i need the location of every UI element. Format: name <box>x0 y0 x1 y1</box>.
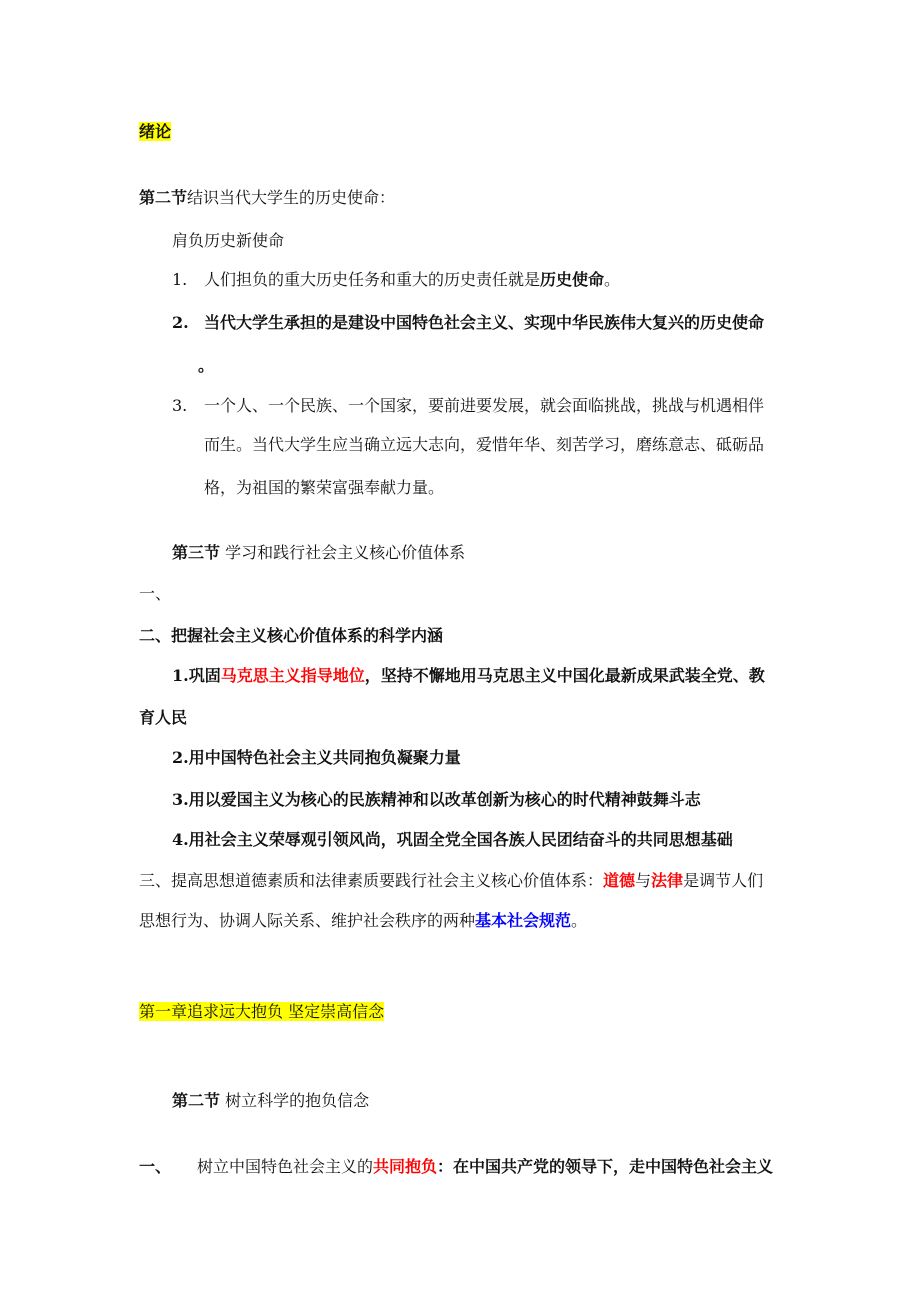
point-text: 树立中国特色社会主义的 <box>197 1157 374 1176</box>
list-item-text-end: 。 <box>604 270 621 289</box>
chapter1-point1 <box>139 1155 773 1179</box>
section-title: 结识当代大学生的历史使命： <box>187 188 396 207</box>
intro-subheading: 肩负历史新使命 <box>172 231 285 250</box>
section-title: 树立科学的抱负信念 <box>225 1091 370 1110</box>
intro-heading <box>139 120 171 144</box>
point3-text-rest: 是调节人们 <box>683 871 764 890</box>
chapter1-section2-heading <box>172 1089 369 1113</box>
section3-sub2: 2.用中国特色社会主义共同抱负凝聚力量 <box>172 748 461 767</box>
list-item-number: 3. <box>172 396 188 415</box>
list-item-continuation: 格，为祖国的繁荣富强奉献力量。 <box>204 478 445 497</box>
list-item-continuation: 。 <box>198 356 215 375</box>
section3-heading <box>172 541 465 565</box>
point3-text-end: 。 <box>571 911 588 930</box>
point3-blue-emphasis: 基本社会规范 <box>475 911 572 930</box>
sub-item-red-emphasis: 马克思主义指导地位 <box>220 666 365 685</box>
chapter1-heading <box>139 1000 384 1024</box>
section3-sub4: 4.用社会主义荣辱观引领风尚，巩固全党全国各族人民团结奋斗的共同思想基础 <box>172 830 733 849</box>
list-item <box>172 268 620 292</box>
point-red-emphasis: 共同抱负 <box>373 1157 438 1176</box>
section-title: 学习和践行社会主义核心价值体系 <box>225 543 466 562</box>
sub-item-text: 1.巩固 <box>172 666 221 685</box>
point-text-rest: ：在中国共产党的领导下，走中国特色社会主义 <box>437 1157 774 1176</box>
list-item-text: 一个人、一个民族、一个国家，要前进要发展，就会面临挑战，挑战与机遇相伴 <box>204 396 765 415</box>
section3-point1: 一、 <box>139 584 172 603</box>
list-item-text: 人们担负的重大历史任务和重大的历史责任就是 <box>204 270 541 289</box>
point3-text: 三、提高思想道德素质和法律素质要践行社会主义核心价值体系： <box>139 871 604 890</box>
point3-red-emphasis: 道德 <box>603 871 636 890</box>
section-label: 第三节 <box>172 543 221 562</box>
section3-point3-continuation <box>139 909 587 933</box>
list-item <box>172 311 764 335</box>
section3-point3 <box>139 869 763 893</box>
intro-section2-heading <box>139 186 395 210</box>
sub-item-text-rest: ，坚持不懈地用马克思主义中国化最新成果武装全党、教 <box>364 666 765 685</box>
section-label: 第二节 <box>172 1091 221 1110</box>
section3-sub3: 3.用以爱国主义为核心的民族精神和以改革创新为核心的时代精神鼓舞斗志 <box>172 790 701 809</box>
point3-connector: 与 <box>635 871 652 890</box>
section3-point2: 二、把握社会主义核心价值体系的科学内涵 <box>139 626 444 645</box>
list-item-continuation: 而生。当代大学生应当确立远大志向，爱惜年华、刻苦学习，磨练意志、砥砺品 <box>204 435 765 454</box>
point3-red-emphasis: 法律 <box>651 871 684 890</box>
list-item <box>172 394 764 418</box>
list-item-text: 当代大学生承担的是建设中国特色社会主义、实现中华民族伟大复兴的历史使命 <box>204 313 765 332</box>
point-number: 一、 <box>139 1157 172 1176</box>
chapter1-heading-text: 第一章追求远大抱负 坚定崇高信念 <box>139 1002 385 1021</box>
section3-sub1 <box>172 664 765 688</box>
section3-sub1-continuation: 育人民 <box>139 708 188 727</box>
list-item-emphasis: 历史使命 <box>540 270 605 289</box>
list-item-number: 2. <box>172 313 189 332</box>
section-label: 第二节 <box>139 188 188 207</box>
point3-text: 思想行为、协调人际关系、维护社会秩序的两种 <box>139 911 476 930</box>
list-item-number: 1. <box>172 270 188 289</box>
intro-heading-text: 绪论 <box>139 122 172 141</box>
